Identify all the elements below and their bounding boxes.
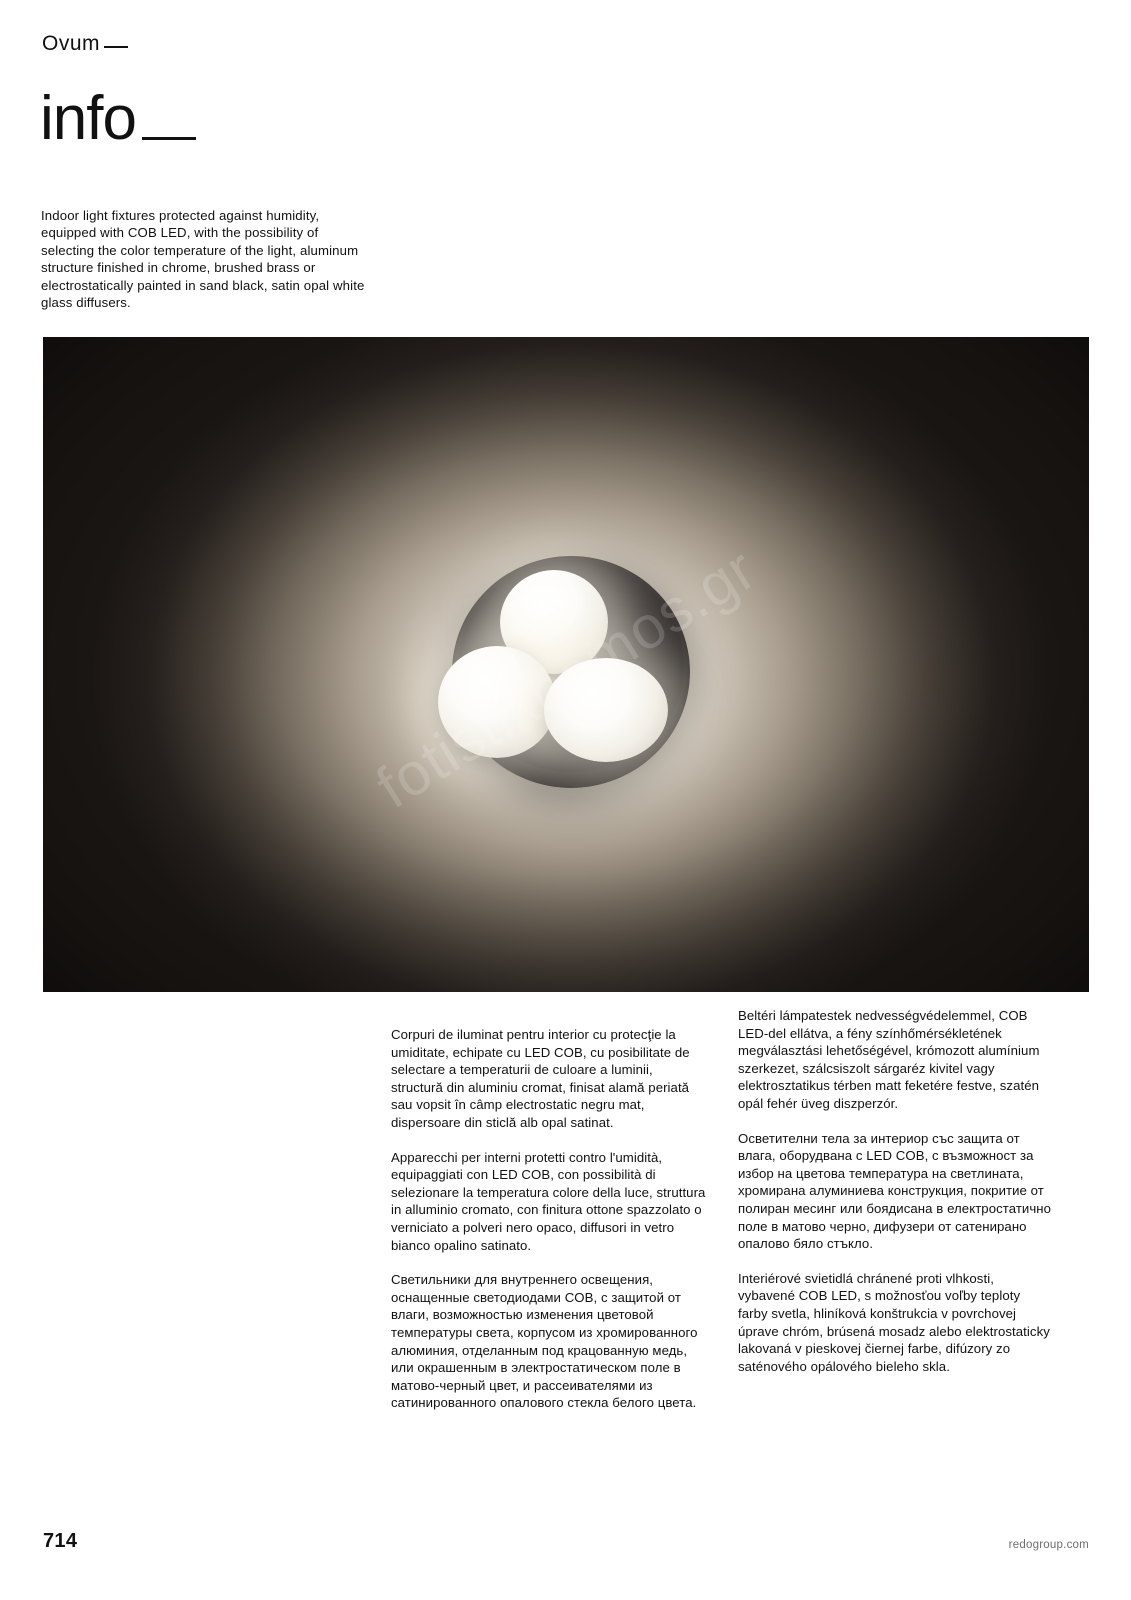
page-number: 714 xyxy=(43,1530,78,1552)
translation-paragraph-it: Apparecchi per interni protetti contro l'umidità, equipaggiati con LED COB, con possibilità di selezionare la temperatura colore della luce, struttura in alluminio cromato, con finitura ottone spazzolato o verniciato a polveri nero opaco, diffusori in vetro bianco opalino satinato. xyxy=(391,1149,706,1253)
intro-paragraph: Indoor light fixtures protected against humidity, equipped with COB LED, with the possibility of selecting the color temperature of the light, aluminum structure finished in chrome, brushed brass or electrostatically painted in sand black, satin opal white glass diffusers. xyxy=(41,208,365,311)
brand-logo xyxy=(42,32,128,56)
footer-website: redogroup.com xyxy=(1008,1539,1089,1551)
page-title-text: info xyxy=(40,84,136,153)
translations-right-column xyxy=(738,1007,1053,1375)
translation-paragraph-sk: Interiérové svietidlá chránené proti vlhkosti, vybavené COB LED, s možnosťou voľby teploty farby svetla, hliníková konštrukcia v povrchovej úprave chróm, brúsená mosadz alebo elektrostaticky lakovaná v pieskovej čiernej farbe, difúzory zo saténového opálového bieleho skla. xyxy=(738,1270,1050,1374)
product-photo xyxy=(43,337,1089,992)
translation-paragraph-bg: Осветителни тела за интериор със защита от влага, оборудвана с LED COB, с възможност за избор на цветова температура на светлината, хромирана алуминиева конструкция, покритие от полиран месинг или боядисана в електростатично поле в матово черно, дифузери от сатенирано опалово бяло стъкло. xyxy=(738,1130,1052,1252)
translation-paragraph-ru: Светильники для внутреннего освещения, оснащенные светодиодами COB, с защитой от влаги, возможностью изменения цветовой температуры света, корпусом из хромированного алюминия, отделанным под крацованную медь, или окрашенным в электростатическом поле в матово-черный цвет, и рассеивателями из сатинированного опалового стекла белого цвета. xyxy=(391,1272,698,1411)
page-title xyxy=(40,84,196,153)
brand-underline xyxy=(104,46,128,48)
title-underline xyxy=(142,137,196,140)
brand-name: Ovum xyxy=(42,32,101,55)
translation-paragraph-hu: Beltéri lámpatestek nedvességvédelemmel, COB LED-del ellátva, a fény színhőmérsékletének megválasztási lehetőségével, krómozott alumínium szerkezet, szálcsiszolt sárgaréz kivitel vagy elektrosztatikus térben matt feketére festve, szatén opál fehér üveg diszperzór. xyxy=(738,1008,1040,1111)
translations-left-column xyxy=(391,1026,706,1412)
photo-vignette xyxy=(43,337,1089,992)
translation-paragraph-ro: Corpuri de iluminat pentru interior cu protecţie la umiditate, echipate cu LED COB, cu posibilitate de selectare a temperaturii de culoare a luminii, structură din aluminiu cromat, finisat alamă periată sau vopsit în câmp electrostatic negru mat, dispersoare din sticlă alb opal satinat. xyxy=(391,1027,690,1130)
